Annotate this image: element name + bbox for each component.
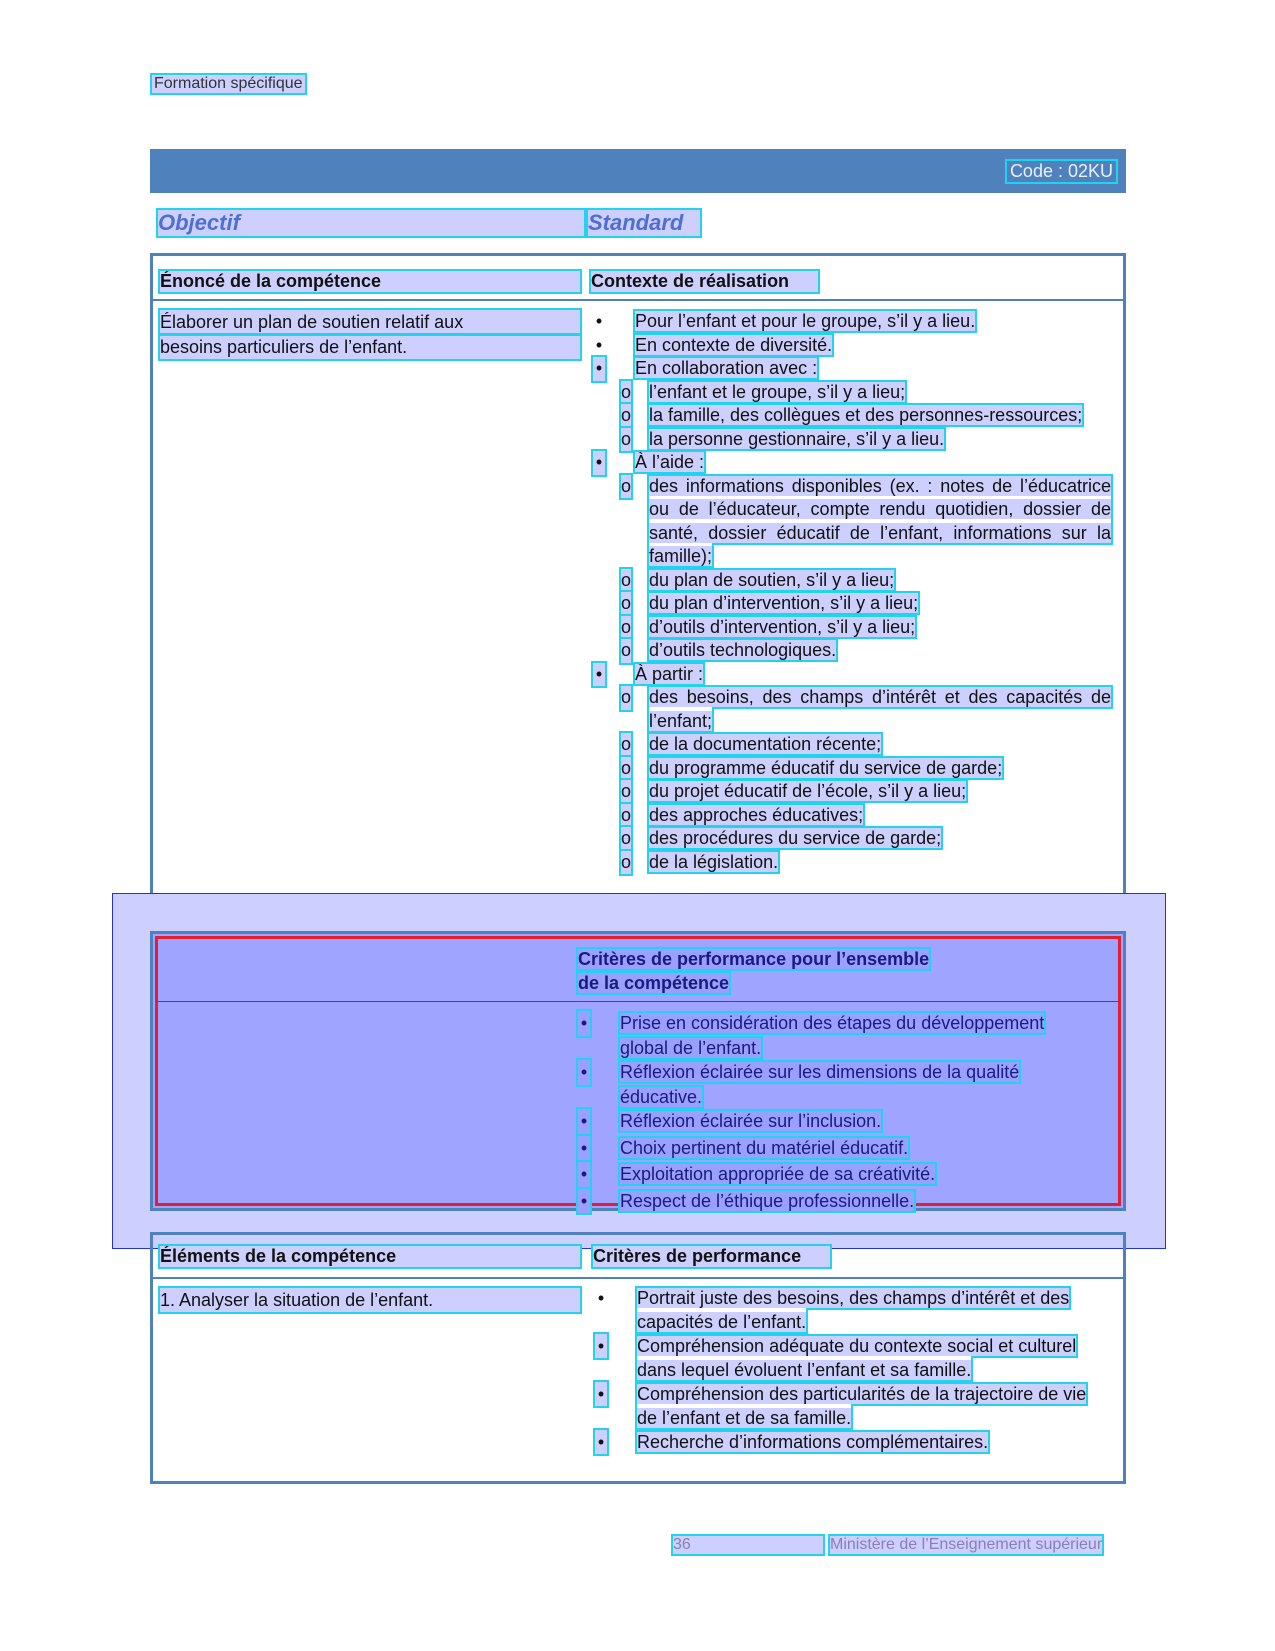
document-header-label: Formation spécifique	[154, 75, 303, 92]
criteria-bullet: • Prise en considération des étapes du développement global de l’enfant.	[578, 1011, 1078, 1060]
performance-bullet: • Recherche d’informations complémentaires.	[595, 1430, 1095, 1454]
criteria-bullet: • Réflexion éclairée sur l’inclusion.	[578, 1109, 1078, 1134]
context-sub-bullet: o la famille, des collègues et des personnes-ressources;	[593, 404, 1111, 428]
context-sub-bullet: o d’outils d’intervention, s’il y a lieu;	[593, 616, 1111, 640]
performance-criteria-list	[595, 1286, 1095, 1454]
context-sub-bullet: o du projet éducatif de l’école, s’il y a lieu;	[593, 780, 1111, 804]
context-sub-bullet: o du programme éducatif du service de garde;	[593, 757, 1111, 781]
col-head-context: Contexte de réalisation	[591, 271, 818, 292]
criteria-bullet: • Choix pertinent du matériel éducatif.	[578, 1136, 1078, 1161]
context-sub-bullet: o des approches éducatives;	[593, 804, 1111, 828]
performance-bullet: • Compréhension des particularités de la trajectoire de vie de l’enfant et de sa famille.	[595, 1382, 1095, 1430]
context-sub-bullet: o de la législation.	[593, 851, 1111, 875]
competency-statement-table	[150, 253, 1126, 908]
criteria-title-line: de la compétence	[578, 973, 730, 993]
code-banner	[150, 149, 1126, 193]
criteria-list	[578, 1011, 1078, 1213]
context-bullet: • À partir :	[593, 663, 1111, 687]
statement-line: Élaborer un plan de soutien relatif aux	[160, 310, 580, 334]
section-objectif: Objectif	[158, 210, 584, 236]
context-sub-bullet: o des procédures du service de garde;	[593, 827, 1111, 851]
context-sub-bullet: o la personne gestionnaire, s’il y a lieu.	[593, 428, 1111, 452]
competency-code: Code : 02KU	[1007, 161, 1116, 182]
criteria-divider	[158, 1001, 1118, 1002]
context-sub-bullet: o de la documentation récente;	[593, 733, 1111, 757]
context-bullet: • En contexte de diversité.	[595, 334, 833, 355]
competency-element: 1. Analyser la situation de l’enfant.	[160, 1288, 580, 1312]
footer-ministry: Ministère de l’Enseignement supérieur	[830, 1536, 1103, 1553]
context-sub-bullet: o du plan d’intervention, s’il y a lieu;	[593, 592, 1111, 616]
statement-line: besoins particuliers de l’enfant.	[160, 335, 580, 359]
context-bullet: • À l’aide :	[593, 451, 1111, 475]
criteria-title-line: Critères de performance pour l’ensemble	[578, 949, 930, 969]
criteria-red-frame	[155, 936, 1121, 1211]
criteria-bullet: • Réflexion éclairée sur les dimensions de la qualité éducative.	[578, 1060, 1078, 1109]
table-divider	[153, 1277, 1123, 1279]
performance-bullet: • Compréhension adéquate du contexte social et culturel dans lequel évoluent l’enfant et sa famille.	[595, 1334, 1095, 1382]
criteria-bullet: • Respect de l’éthique professionnelle.	[578, 1189, 1078, 1214]
criteria-bullet: • Exploitation appropriée de sa créativité.	[578, 1162, 1078, 1187]
context-bullet: • En collaboration avec :	[593, 357, 1111, 381]
context-sub-bullet: o des informations disponibles (ex. : notes de l’éducatrice ou de l’éducateur, compte rendu quotidien, dossier de santé, dossier éducatif de l’enfant, informations sur la famille);	[621, 475, 1111, 566]
col-head-statement: Énoncé de la compétence	[160, 271, 580, 292]
competency-statement	[160, 310, 580, 359]
context-sub-bullet: o d’outils technologiques.	[593, 639, 1111, 663]
col-head-criteria: Critères de performance	[593, 1246, 830, 1267]
col-head-elements: Éléments de la compétence	[160, 1246, 580, 1267]
criteria-title	[578, 947, 978, 995]
criteria-overall-table	[150, 931, 1126, 1211]
table-divider	[153, 299, 1123, 301]
context-bullet: • Pour l’enfant et pour le groupe, s’il y a lieu.	[595, 311, 976, 331]
context-list	[593, 310, 1111, 874]
performance-bullet: • Portrait juste des besoins, des champs d’intérêt et des capacités de l’enfant.	[597, 1288, 1070, 1332]
context-sub-bullet: o l’enfant et le groupe, s’il y a lieu;	[593, 381, 1111, 405]
competency-elements-table	[150, 1232, 1126, 1484]
context-sub-bullet: o du plan de soutien, s’il y a lieu;	[593, 569, 1111, 593]
context-sub-bullet: o des besoins, des champs d’intérêt et des capacités de l’enfant;	[621, 687, 1111, 731]
section-standard: Standard	[588, 210, 700, 236]
page-number: 36	[673, 1536, 823, 1554]
